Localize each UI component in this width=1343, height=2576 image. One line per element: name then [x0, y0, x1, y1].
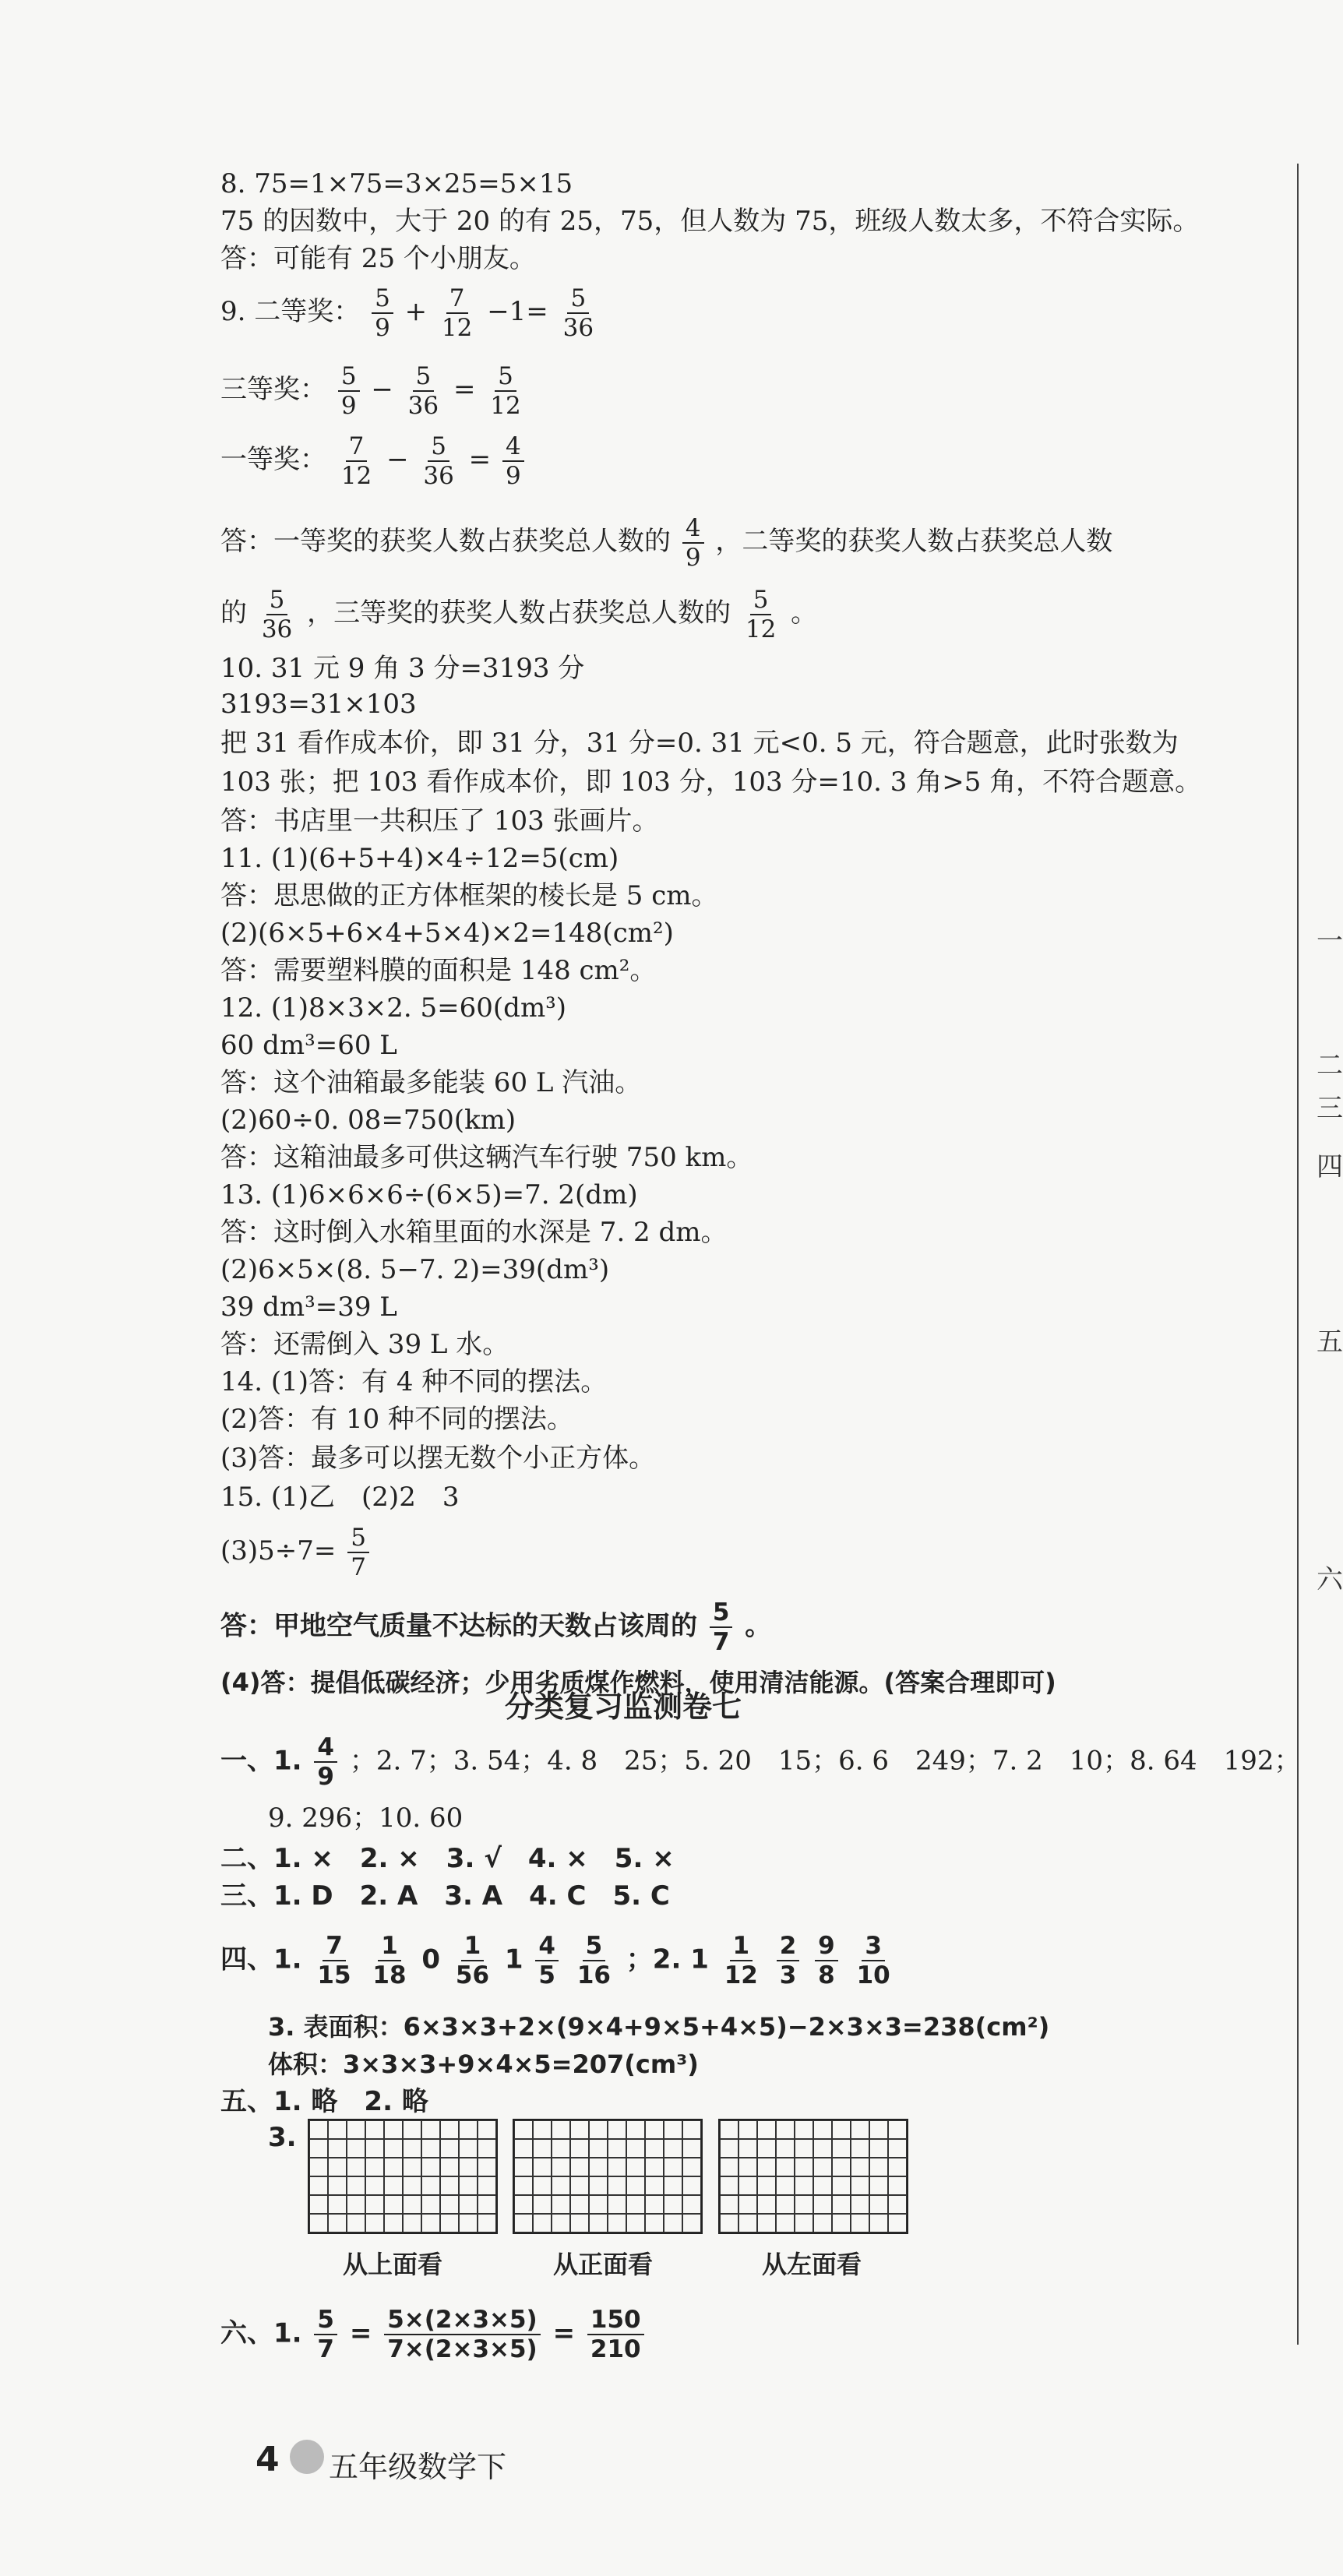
- label: 9. 二等奖：: [220, 296, 361, 327]
- text-line: 3.: [268, 2122, 297, 2153]
- grid-label: 从上面看: [343, 2250, 443, 2279]
- grid-view-left: [718, 2119, 908, 2234]
- grid-view-top: [308, 2119, 498, 2234]
- margin-char: 五: [1317, 1327, 1343, 1358]
- text-line: 39 dm³=39 L: [220, 1292, 397, 1323]
- text-line: 答：这个油箱最多能装 60 L 汽油。: [220, 1067, 642, 1098]
- answer-line: 答：甲地空气质量不达标的天数占该周的 $\frac{5}{7}$ 。: [220, 1598, 772, 1656]
- margin-char: 二: [1317, 1050, 1343, 1081]
- text-line: 11. (1)(6+5+4)×4÷12=5(cm): [220, 843, 619, 874]
- page-number: 4: [256, 2440, 280, 2479]
- text-line: 答：还需倒入 39 L 水。: [220, 1329, 509, 1360]
- fraction: $\frac{4}{9}$: [502, 432, 524, 490]
- fraction: $\frac{5}{12}$: [490, 362, 521, 420]
- text-line: (2)6×5×(8. 5−7. 2)=39(dm³): [220, 1254, 610, 1285]
- text-line: 3193=31×103: [220, 689, 417, 720]
- text-line: 75 的因数中，大于 20 的有 25，75，但人数为 75，班级人数太多，不符合实际。: [220, 206, 1200, 237]
- text-line: 答：这时倒入水箱里面的水深是 7. 2 dm。: [220, 1217, 728, 1248]
- text-line: (2)答：有 10 种不同的摆法。: [220, 1404, 574, 1435]
- section-line: 五、1. 略 2. 略: [220, 2086, 428, 2117]
- fraction: $\frac{5}{9}$: [338, 362, 360, 420]
- equation-line: 一等奖： $\frac{7}{12}$ − $\frac{5}{36}$ = $\frac{4}{9}$: [220, 432, 527, 490]
- equation-line: 三等奖： $\frac{5}{9}$ − $\frac{5}{36}$ = $\frac{5}{12}$: [220, 362, 527, 420]
- grid-view-front: [513, 2119, 703, 2234]
- text-line: 60 dm³=60 L: [220, 1030, 397, 1061]
- section-line: 二、1. × 2. × 3. √ 4. × 5. ×: [220, 1843, 675, 1874]
- text-line: 答：书店里一共积压了 103 张画片。: [220, 805, 659, 837]
- text-line: 15. (1)乙 (2)2 3: [220, 1482, 460, 1513]
- section-line: 四、1. $\frac{7}{15}$ $\frac{1}{18}$ 0 $\frac{1}{56}$ 1 $\frac{4}{5}$ $\frac{5}{16}$ ；2. 1 $\frac{1}{12}$ $\frac{2}{3}$ $\frac{9}{8}$ $\frac{3}{10}$: [220, 1932, 890, 1989]
- text-line: 3. 表面积：6×3×3+2×(9×4+9×5+4×5)−2×3×3=238(cm²): [268, 2012, 1050, 2042]
- text-line: (2)(6×5+6×4+5×4)×2=148(cm²): [220, 918, 674, 949]
- text-line: 103 张；把 103 看作成本价，即 103 分，103 分=10. 3 角>5 角，不符合题意。: [220, 766, 1202, 798]
- fraction: $\frac{5}{36}$: [562, 284, 594, 342]
- text-line: (2)60÷0. 08=750(km): [220, 1105, 516, 1136]
- text-line: 12. (1)8×3×2. 5=60(dm³): [220, 992, 567, 1024]
- text-line: 答：思思做的正方体框架的棱长是 5 cm。: [220, 880, 718, 911]
- fraction: $\frac{7}{12}$: [340, 432, 372, 490]
- fraction: $\frac{5}{9}$: [372, 284, 393, 342]
- grid-label: 从正面看: [553, 2250, 654, 2279]
- text-line: 8. 75=1×75=3×25=5×15: [220, 168, 573, 199]
- text-line: 9. 296；10. 60: [268, 1802, 464, 1834]
- text-line: 把 31 看作成本价，即 31 分，31 分=0. 31 元<0. 5 元，符合题意，此时张数为: [220, 728, 1179, 759]
- text-line: 答：可能有 25 个小朋友。: [220, 243, 536, 274]
- text-line: 13. (1)6×6×6÷(6×5)=7. 2(dm): [220, 1179, 638, 1210]
- text-line: 体积：3×3×3+9×4×5=207(cm³): [268, 2049, 699, 2079]
- book-logo-icon: [290, 2440, 324, 2474]
- section-line: 六、1. $\frac{5}{7}$ = $\frac{5\times(2\times 3\times 5)}{7\times(2\times 3\times 5)}$ = $\frac{150}{210}$: [220, 2306, 647, 2363]
- text-line: 14. (1)答：有 4 种不同的摆法。: [220, 1366, 608, 1397]
- section-line: 一、1. $\frac{4}{9}$ ；2. 7；3. 54；4. 8 25；5. 20 15；6. 6 249；7. 2 10；8. 64 192；: [220, 1733, 1301, 1791]
- margin-char: 一: [1317, 925, 1343, 957]
- margin-char: 四: [1317, 1151, 1343, 1182]
- margin-char: 三: [1317, 1093, 1343, 1124]
- section-heading: 分类复习监测卷七: [504, 1690, 742, 1724]
- footer-title: 五年级数学下: [329, 2450, 507, 2484]
- fraction: $\frac{5}{36}$: [423, 432, 454, 490]
- section-line: 三、1. D 2. A 3. A 4. C 5. C: [220, 1880, 670, 1912]
- equation-line: (3)5÷7= $\frac{5}{7}$: [220, 1524, 372, 1581]
- margin-char: 六: [1317, 1564, 1343, 1595]
- equation-line: 9. 二等奖： $\frac{5}{9}$ + $\frac{7}{12}$ −1= $\frac{5}{36}$: [220, 284, 600, 342]
- grid-label: 从左面看: [762, 2250, 862, 2279]
- text-line: (3)答：最多可以摆无数个小正方体。: [220, 1443, 656, 1474]
- text-line: (4)答：提倡低碳经济；少用劣质煤作燃料，使用清洁能源。(答案合理即可): [220, 1668, 1056, 1697]
- fraction: $\frac{5}{36}$: [407, 362, 439, 420]
- text-line: 10. 31 元 9 角 3 分=3193 分: [220, 653, 585, 684]
- text-line: 答：这箱油最多可供这辆汽车行驶 750 km。: [220, 1142, 753, 1173]
- answer-line: 的 $\frac{5}{36}$ ，三等奖的获奖人数占获奖总人数的 $\frac{5}{12}$ 。: [220, 586, 818, 643]
- fraction: $\frac{7}{12}$: [441, 284, 473, 342]
- answer-line: 答：一等奖的获奖人数占获奖总人数的 $\frac{4}{9}$ ，二等奖的获奖人数占获奖总人数: [220, 514, 1113, 572]
- text-line: 答：需要塑料膜的面积是 148 cm²。: [220, 955, 657, 986]
- right-divider: [1297, 164, 1299, 2345]
